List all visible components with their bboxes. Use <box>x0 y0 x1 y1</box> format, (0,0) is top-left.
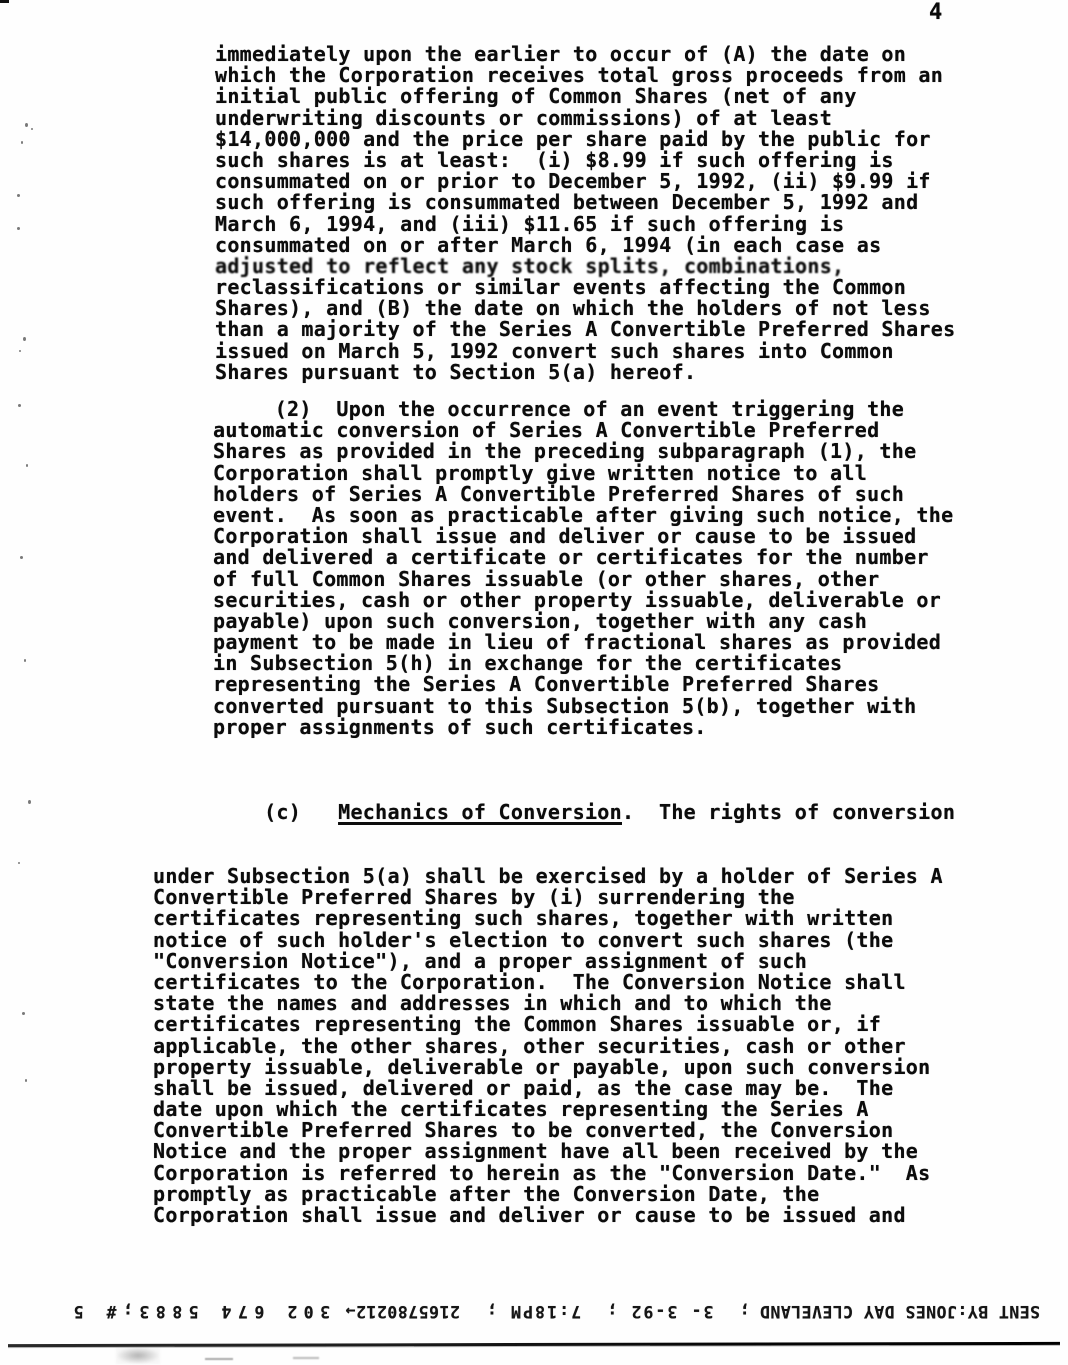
text-line: reclassifications or similar events affecting the Common <box>215 275 907 300</box>
text-line: consummated on or after March 6, 1994 (in each case as <box>215 232 882 257</box>
text-line: Shares as provided in the preceding subparagraph (1), the <box>213 439 917 464</box>
text-line: underwriting discounts or commissions) of at least <box>215 105 833 130</box>
text-line: payment to be made in lieu of fractional shares as provided <box>213 630 942 655</box>
text-line: such offering is consummated between December 5, 1992 and <box>215 190 919 215</box>
text-line: promptly as practicable after the Conversion Date, the <box>153 1181 820 1206</box>
scan-smudge <box>205 1358 233 1360</box>
text-line: property issuable, deliverable or payable, upon such conversion <box>153 1054 931 1079</box>
paragraph-c-mechanics-of-conversion <box>153 760 955 1269</box>
scan-speck <box>31 128 33 130</box>
text-line: than a majority of the Series A Convertible Preferred Shares <box>215 317 956 342</box>
paragraph-2-conversion-notice-procedure <box>213 399 953 738</box>
text-line: in Subsection 5(h) in exchange for the certificates <box>213 651 843 676</box>
scan-speck <box>19 350 21 352</box>
scan-smudge <box>293 1357 319 1359</box>
scan-speck <box>22 1012 25 1015</box>
fax-transmission-header-upside-down <box>0 1300 1068 1324</box>
scan-speck <box>23 337 26 341</box>
text-line: "Conversion Notice"), and a proper assignment of such <box>153 948 808 973</box>
scan-speck <box>17 194 20 197</box>
text-line: Shares pursuant to Section 5(a) hereof. <box>215 359 697 384</box>
text-line: converted pursuant to this Subsection 5(b), together with <box>213 693 917 718</box>
text-line: Corporation shall issue and deliver or cause to be issued and <box>153 1203 906 1227</box>
scan-speck <box>18 404 21 407</box>
mechanics-of-conversion-heading: Mechanics of Conversion <box>338 800 622 825</box>
text-line: securities, cash or other property issuable, deliverable or <box>213 587 942 612</box>
scan-speck <box>20 556 23 559</box>
text-line: Corporation shall promptly give written notice to all <box>213 460 868 485</box>
scan-speck <box>28 800 31 804</box>
text-line: Notice and the proper assignment have all been received by the <box>153 1139 919 1164</box>
scan-speck <box>24 659 26 662</box>
scan-speck <box>26 464 28 467</box>
text-line: proper assignments of such certificates. <box>213 714 707 739</box>
scan-speck <box>18 862 20 864</box>
paragraph-automatic-conversion-continuation <box>215 44 955 383</box>
text-line: certificates representing the Common Shares issuable or, if <box>153 1012 882 1037</box>
text-line: automatic conversion of Series A Convertible Preferred <box>213 418 880 443</box>
text-line: such shares is at least: (i) $8.99 if such offering is <box>215 147 894 172</box>
paragraph-c-heading-tail: . The rights of conversion <box>621 800 956 825</box>
text-line: state the names and addresses in which and to which the <box>153 991 832 1016</box>
text-line: representing the Series A Convertible Preferred Shares <box>213 672 880 697</box>
text-line: Corporation shall issue and deliver or cause to be issued <box>213 524 917 549</box>
fax-date-time: ; 3- 3-92 ; 7:18PM ; <box>484 1302 750 1322</box>
fax-sender: SENT BY:JONES DAY CLEVELAND <box>759 1302 1040 1322</box>
text-line: Corporation is referred to herein as the "Conversion Date." As <box>153 1160 931 1185</box>
text-line: issued on March 5, 1992 convert such shares into Common <box>215 338 894 363</box>
paragraph-c-label: (c) <box>153 800 339 825</box>
text-line: certificates representing such shares, together with written <box>153 906 894 931</box>
paragraph-c-body <box>153 866 955 1226</box>
text-line: payable) upon such conversion, together with any cash <box>213 608 868 633</box>
text-line: notice of such holder's election to convert such shares (the <box>153 927 894 952</box>
text-line: initial public offering of Common Shares (net of any <box>215 84 857 109</box>
text-line: (2) Upon the occurrence of an event triggering the <box>213 397 905 421</box>
text-line: and delivered a certificate or certificates for the number <box>213 545 929 570</box>
text-line: applicable, the other shares, other securities, cash or other <box>153 1033 906 1058</box>
scan-speck <box>21 141 23 144</box>
scan-artifact <box>0 0 9 3</box>
text-line: Convertible Preferred Shares to be converted, the Conversion <box>153 1118 894 1143</box>
scan-speck <box>25 123 28 127</box>
paragraph-c-heading-line <box>153 802 955 823</box>
page-number: 4 <box>929 0 943 25</box>
text-line: shall be issued, delivered or paid, as the case may be. The <box>153 1075 894 1100</box>
text-line: which the Corporation receives total gross proceeds from an <box>215 63 944 88</box>
text-line: Convertible Preferred Shares by (i) surrendering the <box>153 885 795 910</box>
text-line: date upon which the certificates representing the Series A <box>153 1097 869 1122</box>
text-line: immediately upon the earlier to occur of (A) the date on <box>215 42 907 66</box>
fax-sending-number: 2165780212→ <box>345 1302 460 1322</box>
scan-speck <box>25 1079 27 1082</box>
scan-speck <box>17 227 20 230</box>
text-line: March 6, 1994, and (iii) $11.65 if such offering is <box>215 211 845 236</box>
scan-smudge <box>116 1347 160 1364</box>
text-line: holders of Series A Convertible Preferred Shares of such <box>213 481 905 506</box>
text-line: Shares), and (B) the date on which the holders of not less <box>215 296 931 321</box>
text-line: under Subsection 5(a) shall be exercised by a holder of Series A <box>153 864 943 888</box>
text-line: certificates to the Corporation. The Conversion Notice shall <box>153 969 906 994</box>
text-line: event. As soon as practicable after giving such notice, the <box>213 502 954 527</box>
text-line: consummated on or prior to December 5, 1992, (ii) $9.99 if <box>215 169 931 194</box>
fax-receiving-number: 302 674 5883;# 5 <box>67 1302 331 1322</box>
text-line: of full Common Shares issuable (or other shares, other <box>213 566 880 591</box>
text-line: $14,000,000 and the price per share paid by the public for <box>215 126 931 151</box>
text-line: adjusted to reflect any stock splits, combinations, <box>215 253 845 278</box>
scan-bottom-edge-line <box>8 1342 1060 1347</box>
